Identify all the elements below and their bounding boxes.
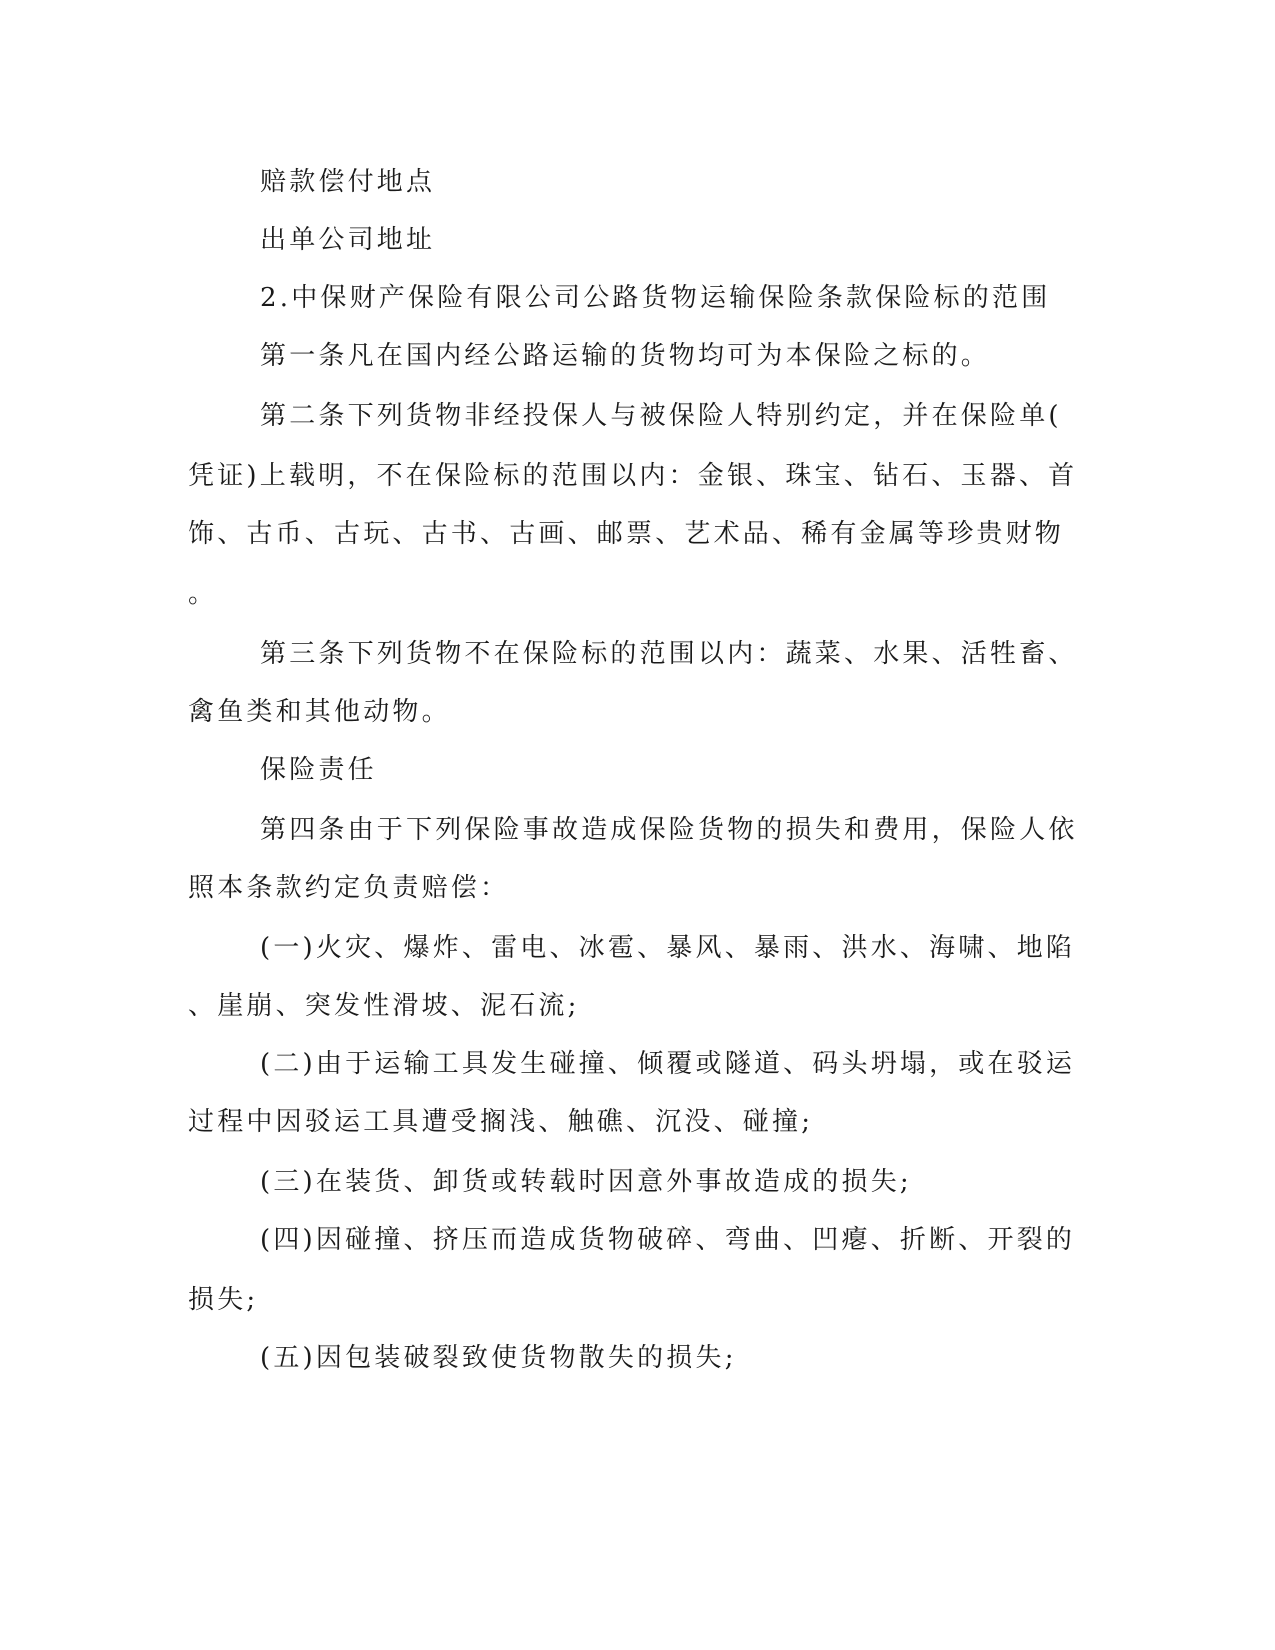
item-2-line-2: 过程中因驳运工具遭受搁浅、触礁、沉没、碰撞; [188, 1107, 814, 1137]
item-2-line-1: (二)由于运输工具发生碰撞、倾覆或隧道、码头坍塌，或在驳运 [260, 1049, 1076, 1079]
article-1-line: 第一条凡在国内经公路运输的货物均可为本保险之标的。 [260, 341, 991, 371]
item-4-line-2: 损失; [188, 1285, 259, 1315]
article-4-line-2: 照本条款约定负责赔偿： [188, 873, 510, 903]
item-5-line: (五)因包装破裂致使货物散失的损失; [260, 1343, 737, 1373]
text-line-issuer-address: 出单公司地址 [260, 225, 436, 255]
section-heading-insured-subject: 2.中保财产保险有限公司公路货物运输保险条款保险标的范围 [260, 283, 1051, 313]
article-3-line-1: 第三条下列货物不在保险标的范围以内：蔬菜、水果、活牲畜、 [260, 639, 1078, 669]
article-2-line-1: 第二条下列货物非经投保人与被保险人特别约定，并在保险单( [260, 401, 1062, 431]
item-4-line-1: (四)因碰撞、挤压而造成货物破碎、弯曲、凹瘪、折断、开裂的 [260, 1225, 1076, 1255]
article-3-line-2: 禽鱼类和其他动物。 [188, 697, 451, 727]
item-3-line: (三)在装货、卸货或转载时因意外事故造成的损失; [260, 1167, 912, 1197]
section-heading-liability: 保险责任 [260, 755, 377, 785]
article-2-line-4: 。 [188, 579, 218, 609]
article-2-line-2: 凭证)上载明，不在保险标的范围以内：金银、珠宝、钻石、玉器、首 [188, 461, 1078, 491]
item-1-line-2: 、崖崩、突发性滑坡、泥石流; [188, 991, 580, 1021]
item-1-line-1: (一)火灾、爆炸、雷电、冰雹、暴风、暴雨、洪水、海啸、地陷 [260, 933, 1076, 963]
article-4-line-1: 第四条由于下列保险事故造成保险货物的损失和费用，保险人依 [260, 815, 1078, 845]
text-line-payment-location: 赔款偿付地点 [260, 167, 436, 197]
article-2-line-3: 饰、古币、古玩、古书、古画、邮票、艺术品、稀有金属等珍贵财物 [188, 519, 1065, 549]
